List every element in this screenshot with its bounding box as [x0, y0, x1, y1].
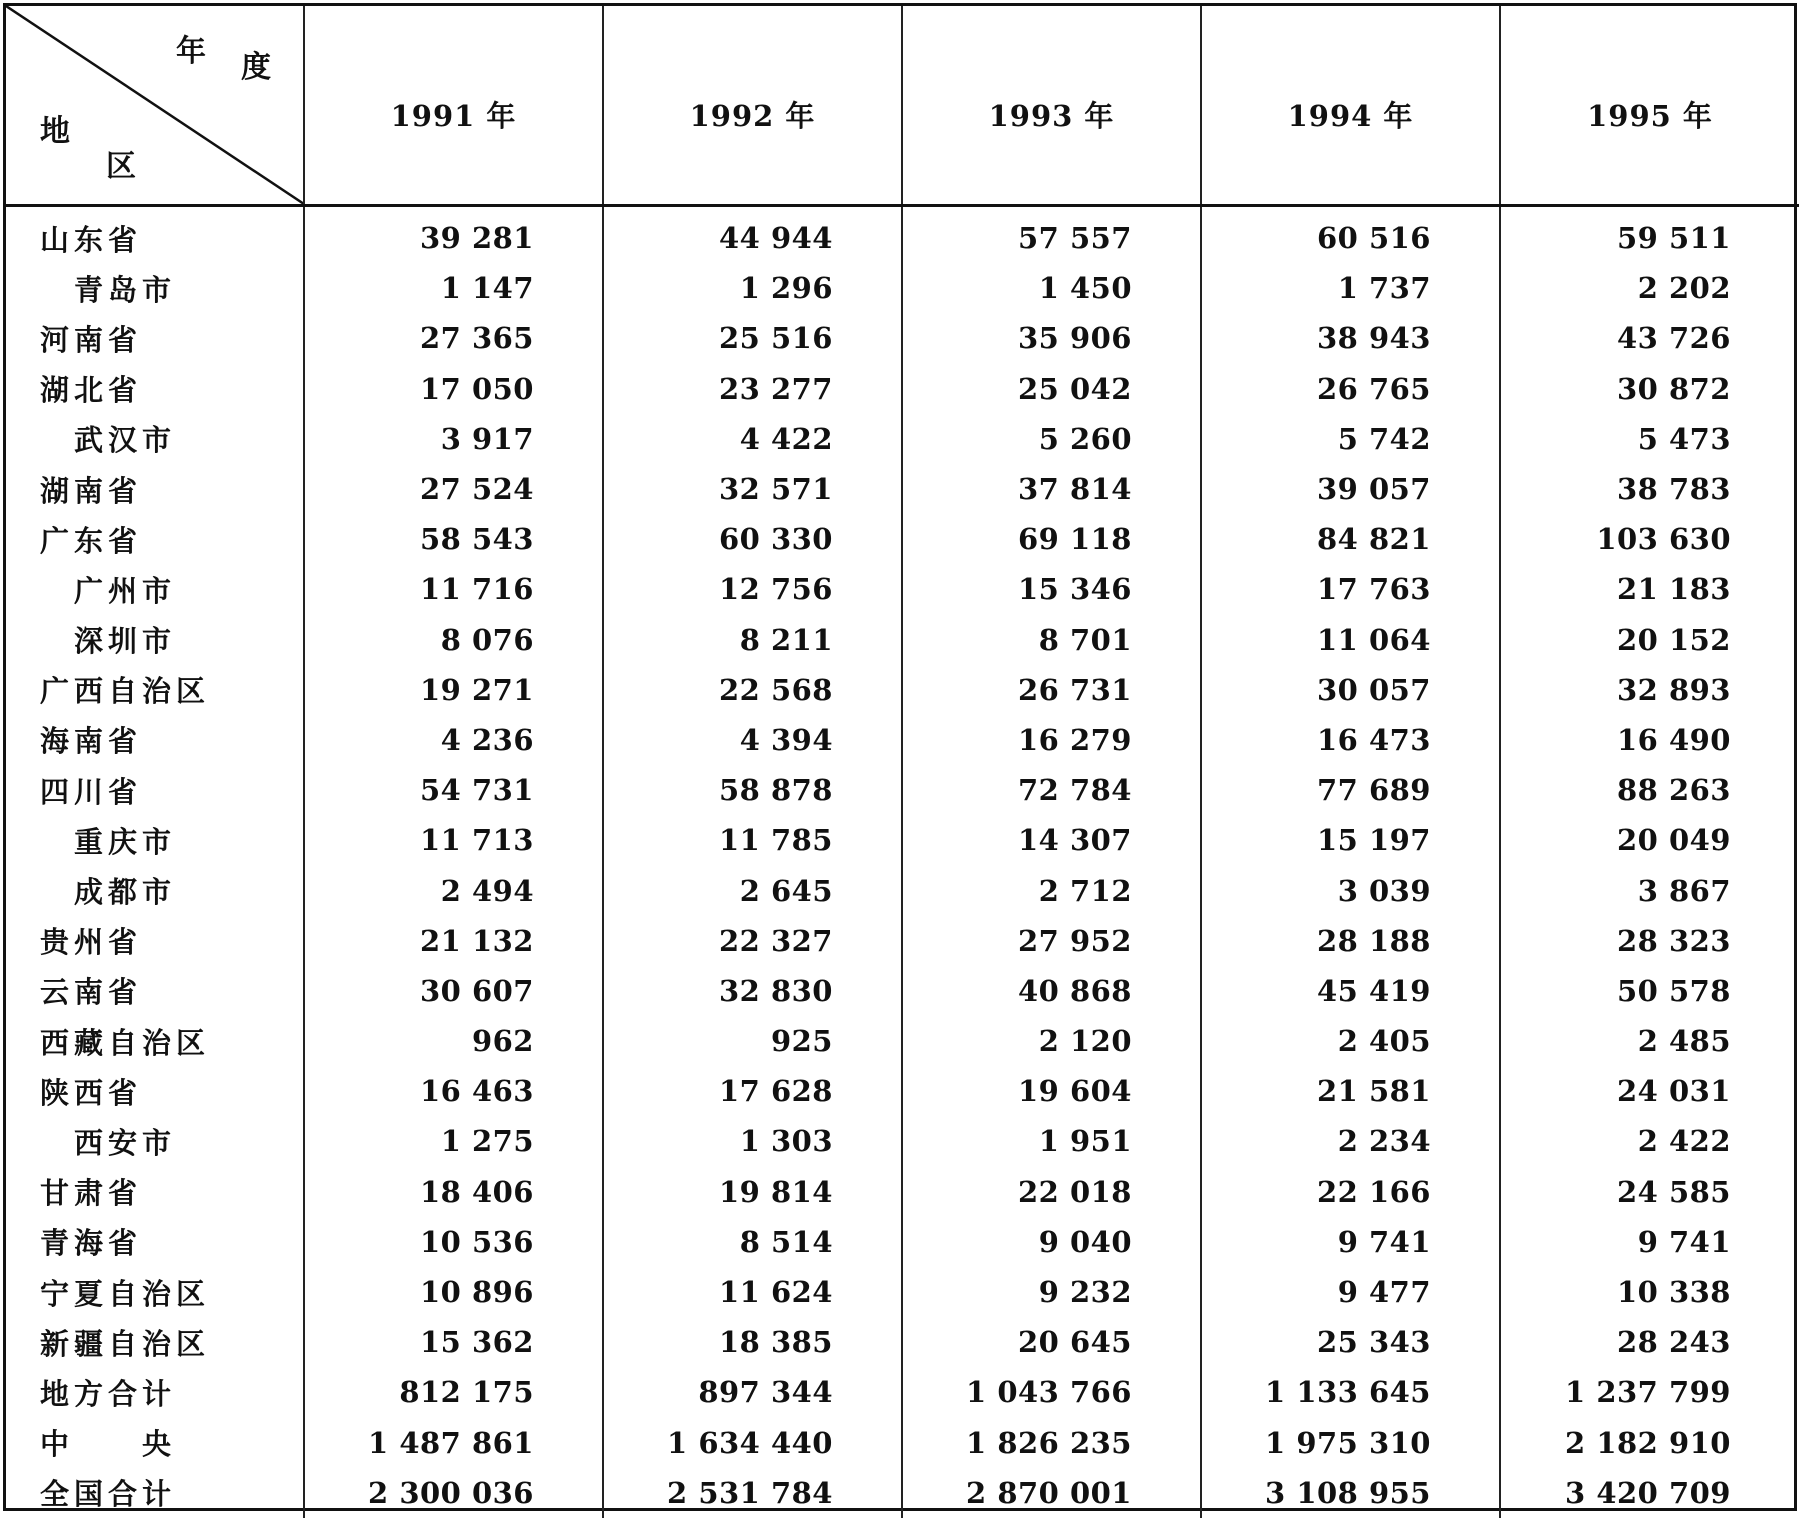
value-cell: 925	[603, 1016, 902, 1066]
value-cell: 2 202	[1637, 271, 1731, 306]
year-header-1993: 1993 年	[902, 6, 1201, 206]
value-cell: 27 365	[304, 313, 603, 363]
value-cell: 16 490	[1617, 722, 1731, 757]
value-cell: 25 516	[603, 313, 902, 363]
value-cell: 57 557	[902, 206, 1201, 264]
value-cell: 8 076	[304, 615, 603, 665]
region-name-cell: 中 央	[6, 1418, 304, 1468]
value-cell: 88 263	[1617, 773, 1731, 808]
value-cell: 11 785	[603, 815, 902, 865]
region-name-cell: 全国合计	[6, 1468, 304, 1518]
value-cell: 22 166	[1201, 1167, 1500, 1217]
value-cell: 32 830	[603, 966, 902, 1016]
value-cell: 1 237 799	[1565, 1375, 1731, 1410]
value-cell: 11 064	[1201, 615, 1500, 665]
value-cell: 9 232	[902, 1267, 1201, 1317]
value-cell: 8 211	[603, 615, 902, 665]
table-row	[6, 1267, 1799, 1317]
diagonal-divider	[6, 6, 304, 204]
value-cell: 1 975 310	[1201, 1418, 1500, 1468]
value-cell: 9 741	[1201, 1217, 1500, 1267]
table-row	[6, 815, 1799, 865]
value-cell: 28 188	[1201, 916, 1500, 966]
header-row	[6, 6, 1799, 206]
value-cell: 2 485	[1637, 1024, 1731, 1059]
region-name-cell: 深圳市	[6, 615, 304, 665]
value-cell: 23 277	[603, 364, 902, 414]
value-cell: 1 275	[304, 1116, 603, 1166]
value-cell: 30 057	[1201, 665, 1500, 715]
region-name-cell: 河南省	[6, 313, 304, 363]
table-row	[6, 514, 1799, 564]
value-cell: 32 571	[603, 464, 902, 514]
value-cell: 15 346	[902, 564, 1201, 614]
table-row	[6, 865, 1799, 915]
value-cell: 16 473	[1201, 715, 1500, 765]
value-cell: 3 039	[1201, 865, 1500, 915]
value-cell: 22 327	[603, 916, 902, 966]
value-cell: 16 463	[304, 1066, 603, 1116]
table-row	[6, 765, 1799, 815]
value-cell: 11 713	[304, 815, 603, 865]
region-name-cell: 武汉市	[6, 414, 304, 464]
value-cell: 10 896	[304, 1267, 603, 1317]
value-cell: 58 878	[603, 765, 902, 815]
region-name-cell: 湖南省	[6, 464, 304, 514]
value-cell: 2 422	[1637, 1124, 1731, 1159]
region-name-cell: 湖北省	[6, 364, 304, 414]
value-cell: 50 578	[1617, 973, 1731, 1008]
value-cell: 2 120	[902, 1016, 1201, 1066]
value-cell: 8 514	[603, 1217, 902, 1267]
table-row	[6, 364, 1799, 414]
value-cell: 27 524	[304, 464, 603, 514]
year-header-1994: 1994 年	[1201, 6, 1500, 206]
table-row	[6, 1367, 1799, 1417]
value-cell: 1 450	[902, 263, 1201, 313]
table-row	[6, 1217, 1799, 1267]
value-cell: 19 814	[603, 1167, 902, 1217]
value-cell: 39 057	[1201, 464, 1500, 514]
region-name-cell: 贵州省	[6, 916, 304, 966]
value-cell: 60 516	[1201, 206, 1500, 264]
value-cell: 2 870 001	[902, 1468, 1201, 1518]
corner-label-region-1: 地	[40, 114, 70, 149]
value-cell: 2 712	[902, 865, 1201, 915]
value-cell: 21 183	[1617, 572, 1731, 607]
corner-label-year-2: 度	[241, 50, 271, 85]
value-cell: 8 701	[902, 615, 1201, 665]
value-cell: 30 872	[1617, 371, 1731, 406]
region-name-cell: 西藏自治区	[6, 1016, 304, 1066]
table-row	[6, 1167, 1799, 1217]
value-cell: 1 737	[1201, 263, 1500, 313]
region-name-cell: 广西自治区	[6, 665, 304, 715]
value-cell: 84 821	[1201, 514, 1500, 564]
value-cell: 103 630	[1596, 522, 1731, 557]
value-cell: 1 147	[304, 263, 603, 313]
value-cell: 32 893	[1617, 672, 1731, 707]
value-cell: 20 049	[1617, 823, 1731, 858]
value-cell: 10 338	[1617, 1275, 1731, 1310]
table-row	[6, 1016, 1799, 1066]
value-cell: 3 917	[304, 414, 603, 464]
region-name-cell: 甘肃省	[6, 1167, 304, 1217]
region-name-cell: 重庆市	[6, 815, 304, 865]
value-cell: 20 152	[1617, 622, 1731, 657]
value-cell: 5 473	[1637, 421, 1731, 456]
value-cell: 1 043 766	[902, 1367, 1201, 1417]
table-row	[6, 313, 1799, 363]
regional-data-table	[6, 6, 1799, 1518]
value-cell: 5 260	[902, 414, 1201, 464]
table-row	[6, 916, 1799, 966]
value-cell: 24 585	[1617, 1174, 1731, 1209]
region-name-cell: 山东省	[6, 206, 304, 264]
value-cell: 17 763	[1201, 564, 1500, 614]
value-cell: 18 385	[603, 1317, 902, 1367]
value-cell: 26 731	[902, 665, 1201, 715]
value-cell: 19 271	[304, 665, 603, 715]
value-cell: 1 826 235	[902, 1418, 1201, 1468]
value-cell: 40 868	[902, 966, 1201, 1016]
year-header-1995: 1995 年	[1500, 6, 1799, 206]
value-cell: 2 494	[304, 865, 603, 915]
region-name-cell: 宁夏自治区	[6, 1267, 304, 1317]
table-row	[6, 263, 1799, 313]
table-row	[6, 1468, 1799, 1518]
table-body	[6, 206, 1799, 1518]
value-cell: 38 783	[1617, 472, 1731, 507]
region-name-cell: 陕西省	[6, 1066, 304, 1116]
year-header-1991: 1991 年	[304, 6, 603, 206]
value-cell: 25 042	[902, 364, 1201, 414]
value-cell: 39 281	[304, 206, 603, 264]
table-row	[6, 206, 1799, 264]
value-cell: 12 756	[603, 564, 902, 614]
value-cell: 962	[304, 1016, 603, 1066]
value-cell: 3 108 955	[1201, 1468, 1500, 1518]
value-cell: 9 741	[1637, 1224, 1731, 1259]
value-cell: 35 906	[902, 313, 1201, 363]
table-row	[6, 414, 1799, 464]
value-cell: 19 604	[902, 1066, 1201, 1116]
value-cell: 38 943	[1201, 313, 1500, 363]
value-cell: 44 944	[603, 206, 902, 264]
value-cell: 1 634 440	[603, 1418, 902, 1468]
value-cell: 4 394	[603, 715, 902, 765]
value-cell: 897 344	[603, 1367, 902, 1417]
value-cell: 26 765	[1201, 364, 1500, 414]
table-row	[6, 665, 1799, 715]
value-cell: 1 487 861	[304, 1418, 603, 1468]
region-name-cell: 西安市	[6, 1116, 304, 1166]
table-row	[6, 1066, 1799, 1116]
corner-label-year-1: 年	[176, 34, 206, 69]
value-cell: 1 303	[603, 1116, 902, 1166]
value-cell: 15 197	[1201, 815, 1500, 865]
value-cell: 54 731	[304, 765, 603, 815]
table-row	[6, 1317, 1799, 1367]
value-cell: 2 531 784	[603, 1468, 902, 1518]
value-cell: 45 419	[1201, 966, 1500, 1016]
value-cell: 15 362	[304, 1317, 603, 1367]
value-cell: 1 296	[603, 263, 902, 313]
value-cell: 27 952	[902, 916, 1201, 966]
value-cell: 28 323	[1617, 923, 1731, 958]
table-row	[6, 464, 1799, 514]
value-cell: 22 568	[603, 665, 902, 715]
value-cell: 9 040	[902, 1217, 1201, 1267]
table-row	[6, 1116, 1799, 1166]
value-cell: 24 031	[1617, 1074, 1731, 1109]
corner-label-region-2: 区	[106, 149, 136, 184]
corner-header-cell	[6, 6, 304, 206]
value-cell: 77 689	[1201, 765, 1500, 815]
value-cell: 812 175	[304, 1367, 603, 1417]
region-name-cell: 青岛市	[6, 263, 304, 313]
table-row	[6, 1418, 1799, 1468]
value-cell: 4 422	[603, 414, 902, 464]
value-cell: 28 243	[1617, 1325, 1731, 1360]
value-cell: 2 182 910	[1565, 1425, 1731, 1460]
year-header-1992: 1992 年	[603, 6, 902, 206]
value-cell: 1 951	[902, 1116, 1201, 1166]
value-cell: 3 867	[1637, 873, 1731, 908]
value-cell: 17 628	[603, 1066, 902, 1116]
region-name-cell: 四川省	[6, 765, 304, 815]
value-cell: 14 307	[902, 815, 1201, 865]
value-cell: 18 406	[304, 1167, 603, 1217]
value-cell: 10 536	[304, 1217, 603, 1267]
value-cell: 60 330	[603, 514, 902, 564]
value-cell: 21 132	[304, 916, 603, 966]
table-row	[6, 715, 1799, 765]
value-cell: 43 726	[1617, 321, 1731, 356]
value-cell: 9 477	[1201, 1267, 1500, 1317]
table-row	[6, 615, 1799, 665]
value-cell: 22 018	[902, 1167, 1201, 1217]
value-cell: 2 234	[1201, 1116, 1500, 1166]
value-cell: 5 742	[1201, 414, 1500, 464]
value-cell: 58 543	[304, 514, 603, 564]
table-row	[6, 966, 1799, 1016]
region-name-cell: 青海省	[6, 1217, 304, 1267]
value-cell: 37 814	[902, 464, 1201, 514]
value-cell: 16 279	[902, 715, 1201, 765]
value-cell: 11 716	[304, 564, 603, 614]
value-cell: 11 624	[603, 1267, 902, 1317]
region-name-cell: 地方合计	[6, 1367, 304, 1417]
table-row	[6, 564, 1799, 614]
value-cell: 25 343	[1201, 1317, 1500, 1367]
value-cell: 30 607	[304, 966, 603, 1016]
value-cell: 4 236	[304, 715, 603, 765]
value-cell: 20 645	[902, 1317, 1201, 1367]
value-cell: 69 118	[902, 514, 1201, 564]
value-cell: 2 645	[603, 865, 902, 915]
value-cell: 1 133 645	[1201, 1367, 1500, 1417]
value-cell: 72 784	[902, 765, 1201, 815]
region-name-cell: 广东省	[6, 514, 304, 564]
region-name-cell: 新疆自治区	[6, 1317, 304, 1367]
region-name-cell: 广州市	[6, 564, 304, 614]
data-table-frame	[3, 3, 1797, 1511]
value-cell: 59 511	[1617, 221, 1731, 256]
value-cell: 2 300 036	[304, 1468, 603, 1518]
value-cell: 2 405	[1201, 1016, 1500, 1066]
region-name-cell: 成都市	[6, 865, 304, 915]
value-cell: 3 420 709	[1565, 1475, 1731, 1510]
value-cell: 17 050	[304, 364, 603, 414]
region-name-cell: 云南省	[6, 966, 304, 1016]
value-cell: 21 581	[1201, 1066, 1500, 1116]
region-name-cell: 海南省	[6, 715, 304, 765]
